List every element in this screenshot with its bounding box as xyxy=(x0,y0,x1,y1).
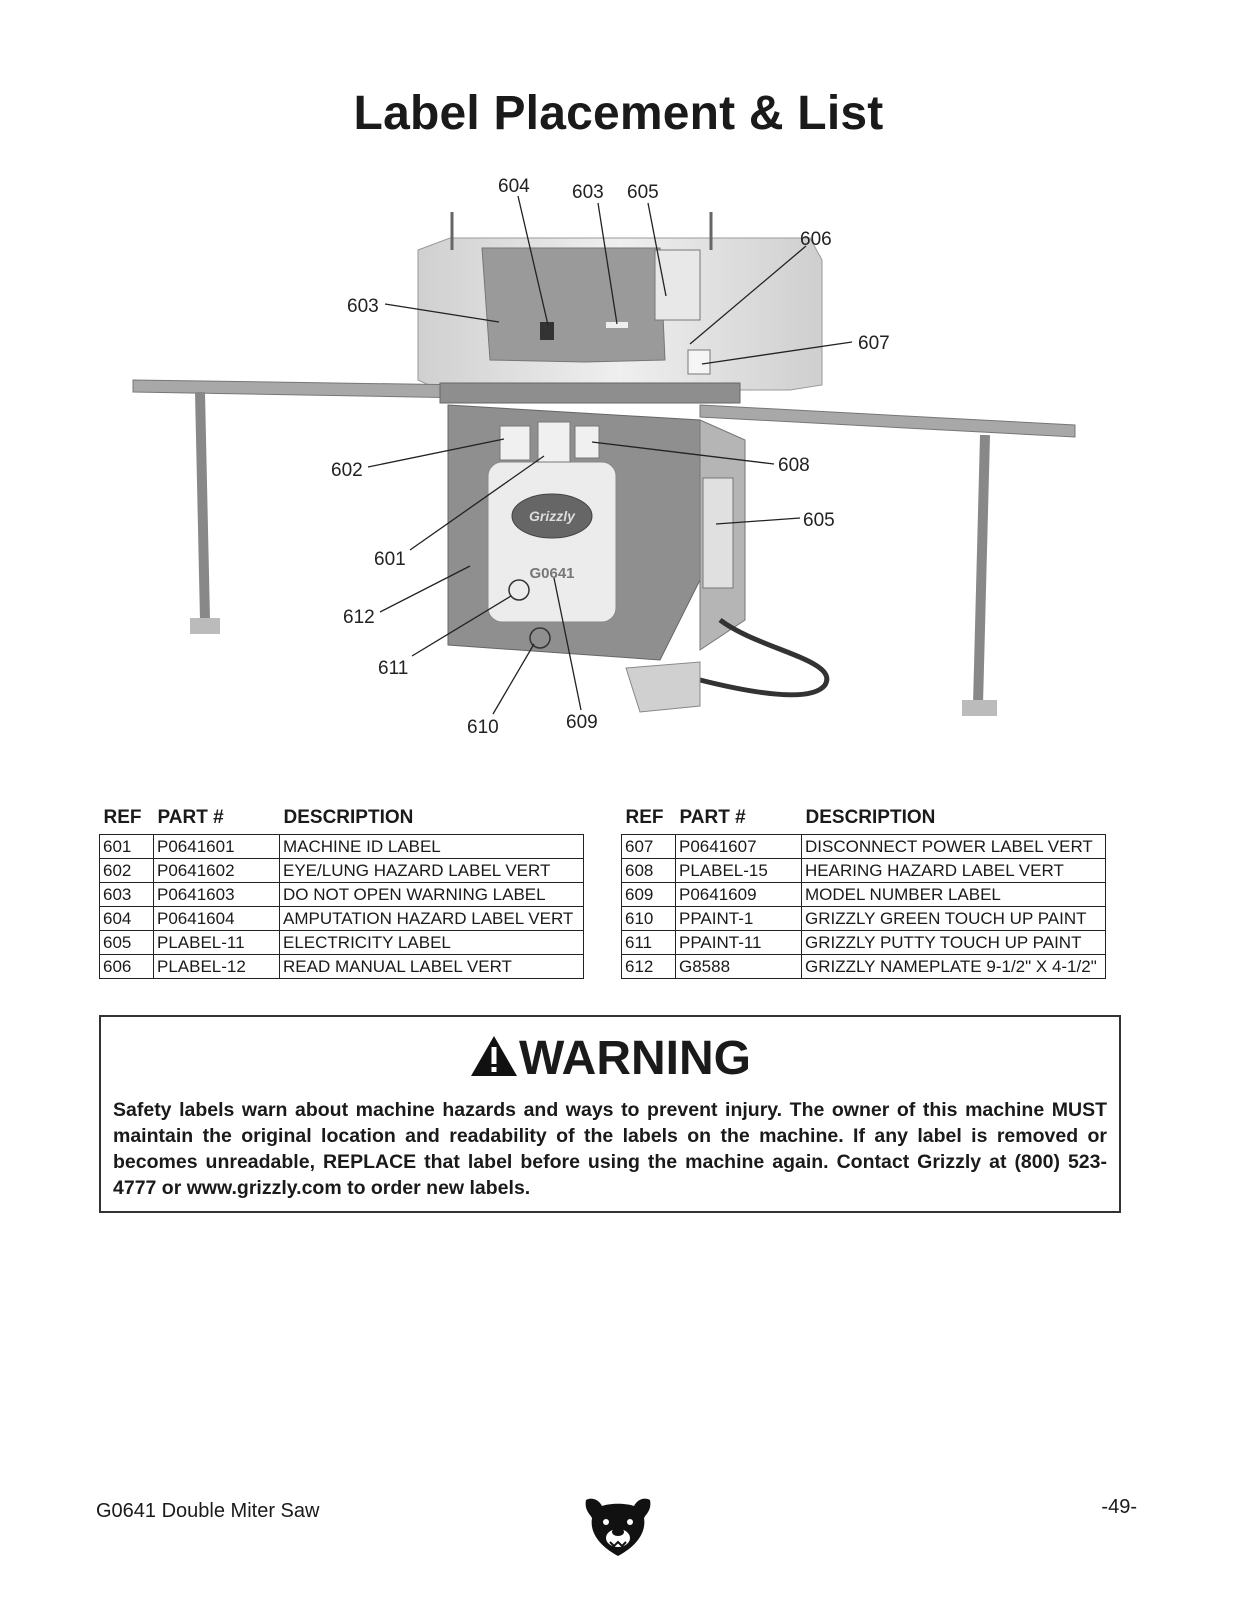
cell-ref: 608 xyxy=(622,859,676,883)
callout-607: 607 xyxy=(858,333,890,354)
page-number: -49- xyxy=(1101,1496,1137,1518)
table-row xyxy=(622,907,1106,931)
col-part: PART # xyxy=(679,807,746,828)
table-row xyxy=(622,931,1106,955)
callout-612: 612 xyxy=(343,607,375,628)
callout-603-left: 603 xyxy=(347,296,379,317)
warning-text: Safety labels warn about machine hazards and ways to prevent injury. The owner of this machine MUST maintain the original location and readability of the labels on the machine. If any label is removed or becomes unreadable, REPLACE that label before using the machine again. Contact Grizzly at (800) 523-4777 or www.grizzly.com to order new labels. xyxy=(113,1099,1107,1199)
cell-ref: 602 xyxy=(100,859,154,883)
callout-603-top: 603 xyxy=(572,182,604,203)
col-ref: REF xyxy=(625,807,664,828)
cell-ref: 607 xyxy=(622,835,676,859)
callout-610: 610 xyxy=(467,717,499,738)
callout-605-top: 605 xyxy=(627,182,659,203)
callout-608: 608 xyxy=(778,455,810,476)
callout-611: 611 xyxy=(378,658,409,679)
cell-part: P0641602 xyxy=(154,859,280,883)
cell-ref: 606 xyxy=(100,955,154,979)
cell-desc: READ MANUAL LABEL VERT xyxy=(280,955,584,979)
cell-ref: 611 xyxy=(622,931,676,955)
callout-604: 604 xyxy=(498,176,530,197)
cell-part: P0641603 xyxy=(154,883,280,907)
col-desc: DESCRIPTION xyxy=(805,807,936,828)
cell-ref: 610 xyxy=(622,907,676,931)
nameplate-text: Grizzly xyxy=(529,508,575,524)
parts-table-left xyxy=(99,806,584,979)
cell-part: P0641607 xyxy=(676,835,802,859)
table-row xyxy=(622,835,1106,859)
base-cabinet xyxy=(448,405,745,660)
cell-ref: 601 xyxy=(100,835,154,859)
model-text: G0641 xyxy=(529,565,575,582)
cell-part: PLABEL-15 xyxy=(676,859,802,883)
warning-triangle-icon xyxy=(469,1034,519,1078)
cell-part: PPAINT-11 xyxy=(676,931,802,955)
warning-heading-text: WARNING xyxy=(519,1032,751,1085)
warning-heading xyxy=(101,1031,1119,1086)
table-row xyxy=(622,955,1106,979)
callout-606: 606 xyxy=(800,229,832,250)
cell-desc: DISCONNECT POWER LABEL VERT xyxy=(802,835,1106,859)
cell-desc: HEARING HAZARD LABEL VERT xyxy=(802,859,1106,883)
callout-609: 609 xyxy=(566,712,598,733)
col-part: PART # xyxy=(157,807,224,828)
cell-part: P0641604 xyxy=(154,907,280,931)
cell-part: PLABEL-12 xyxy=(154,955,280,979)
cell-desc: GRIZZLY PUTTY TOUCH UP PAINT xyxy=(802,931,1106,955)
cell-desc: MODEL NUMBER LABEL xyxy=(802,883,1106,907)
footer-model: G0641 Double Miter Saw xyxy=(96,1500,320,1522)
cell-part: G8588 xyxy=(676,955,802,979)
table-row xyxy=(100,955,584,979)
saw-head xyxy=(418,212,822,390)
cell-part: PPAINT-1 xyxy=(676,907,802,931)
cell-part: PLABEL-11 xyxy=(154,931,280,955)
table-row xyxy=(100,835,584,859)
cell-desc: GRIZZLY NAMEPLATE 9-1/2" X 4-1/2" xyxy=(802,955,1106,979)
grizzly-bear-logo-icon xyxy=(580,1496,656,1558)
page-title: Label Placement & List xyxy=(353,87,884,140)
callout-605-right: 605 xyxy=(803,510,835,531)
machine-diagram xyxy=(0,160,1237,760)
cell-ref: 612 xyxy=(622,955,676,979)
table-row xyxy=(100,907,584,931)
table-row xyxy=(622,883,1106,907)
cell-ref: 609 xyxy=(622,883,676,907)
cell-desc: DO NOT OPEN WARNING LABEL xyxy=(280,883,584,907)
cell-ref: 605 xyxy=(100,931,154,955)
cell-ref: 603 xyxy=(100,883,154,907)
col-ref: REF xyxy=(103,807,142,828)
table-row xyxy=(100,883,584,907)
table-row xyxy=(100,931,584,955)
cell-ref: 604 xyxy=(100,907,154,931)
cell-desc: EYE/LUNG HAZARD LABEL VERT xyxy=(280,859,584,883)
cell-part: P0641609 xyxy=(676,883,802,907)
cell-desc: ELECTRICITY LABEL xyxy=(280,931,584,955)
table-row xyxy=(622,859,1106,883)
callout-602: 602 xyxy=(331,460,363,481)
callout-601: 601 xyxy=(374,549,406,570)
table-row xyxy=(100,859,584,883)
warning-box xyxy=(99,1015,1121,1213)
parts-table-right xyxy=(621,806,1106,979)
col-desc: DESCRIPTION xyxy=(283,807,414,828)
cell-desc: MACHINE ID LABEL xyxy=(280,835,584,859)
cell-part: P0641601 xyxy=(154,835,280,859)
cell-desc: GRIZZLY GREEN TOUCH UP PAINT xyxy=(802,907,1106,931)
cell-desc: AMPUTATION HAZARD LABEL VERT xyxy=(280,907,584,931)
